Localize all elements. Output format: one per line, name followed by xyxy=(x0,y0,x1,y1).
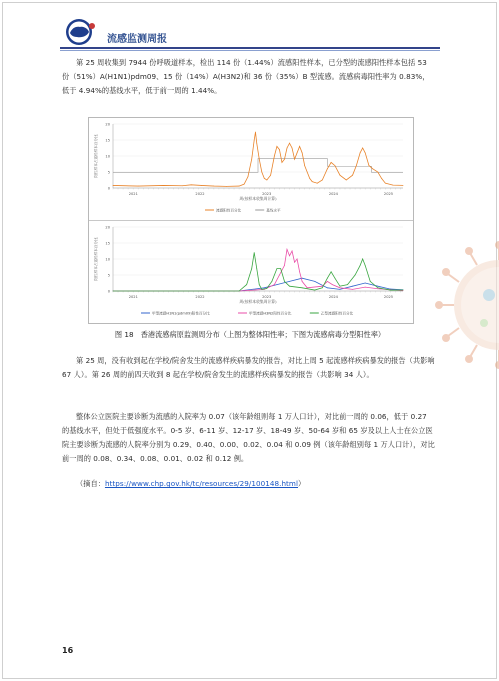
data-point xyxy=(327,287,328,288)
data-point xyxy=(297,259,298,260)
data-point xyxy=(372,168,373,169)
data-point xyxy=(266,180,267,181)
x-year-label: 2023 xyxy=(262,295,272,299)
x-year-label: 2022 xyxy=(195,295,205,299)
logo-icon xyxy=(62,17,102,47)
y-tick-label: 20 xyxy=(105,122,110,127)
series-line xyxy=(113,253,403,291)
data-point xyxy=(355,275,356,276)
data-point xyxy=(347,284,348,285)
legend-label: 流感阳性百分比 xyxy=(216,208,242,213)
source-suffix: ） xyxy=(298,479,306,488)
data-point xyxy=(239,291,240,292)
data-point xyxy=(282,162,283,163)
data-point xyxy=(246,284,247,285)
data-point xyxy=(327,281,328,282)
data-point xyxy=(370,281,371,282)
data-point xyxy=(385,183,386,184)
x-year-label: 2022 xyxy=(195,192,205,196)
data-point xyxy=(362,148,363,149)
data-point xyxy=(360,152,361,153)
x-year-label: 2024 xyxy=(328,295,338,299)
data-point xyxy=(280,268,281,269)
data-point xyxy=(248,176,249,177)
data-point xyxy=(259,159,260,160)
data-point xyxy=(322,180,323,181)
x-year-label: 2023 xyxy=(262,192,272,196)
y-tick-label: 20 xyxy=(105,225,110,230)
y-axis-label: 阳性样本占送检样本百分比 xyxy=(94,134,98,178)
y-tick-label: 0 xyxy=(107,289,110,294)
data-point xyxy=(327,168,328,169)
paragraph-admissions: 整体公立医院主要诊断为流感的入院率为 0.07（该年龄组则每 1 万人口计），对比前一周的 0.06，低于 0.27 的基线水平，但处于低强度水平。0-5 岁、6-11 岁、12-17 岁、18-49 岁、50-64 岁和 65 岁及以上人士在公立医院主要诊断为流感的人院率分别为 0.29、0.40、0.00、0.02、0.04 和 0.09 例（该年龄组别每 1 万人口计），对比前一周的 0.08、0.34、0.08、0.01、0.02 和 0.12 例。 xyxy=(62,412,435,463)
data-point xyxy=(331,162,332,163)
data-point xyxy=(270,175,271,176)
chart-overall-positive-rate xyxy=(89,118,413,220)
data-point xyxy=(307,287,308,288)
data-point xyxy=(251,159,252,160)
data-point xyxy=(251,289,252,290)
data-point xyxy=(294,262,295,263)
y-tick-label: 15 xyxy=(105,138,110,143)
page-number: 16 xyxy=(62,646,74,655)
data-point xyxy=(287,148,288,149)
report-title: 流感监测周报 xyxy=(107,34,167,45)
data-point xyxy=(113,185,114,186)
data-point xyxy=(377,287,378,288)
data-point xyxy=(289,143,290,144)
data-point xyxy=(302,152,303,153)
data-point xyxy=(299,271,300,272)
data-point xyxy=(251,268,252,269)
y-tick-label: 5 xyxy=(107,170,110,175)
data-point xyxy=(213,186,214,187)
data-point xyxy=(381,178,382,179)
y-axis-label: 阳性样本占送检样本百分比 xyxy=(94,237,98,281)
data-point xyxy=(289,281,290,282)
data-point xyxy=(377,172,378,173)
virus-illustration-icon xyxy=(419,225,499,385)
legend-label: 乙型流感阳性百分比 xyxy=(320,311,354,316)
data-point xyxy=(292,251,293,252)
data-point xyxy=(284,159,285,160)
data-point xyxy=(304,165,305,166)
x-year-label: 2025 xyxy=(383,192,394,196)
legend-label: 甲型流感H3N2阳性百分比 xyxy=(249,311,292,316)
data-point xyxy=(352,175,353,176)
figure-chart-box xyxy=(88,117,414,324)
data-point xyxy=(256,143,257,144)
data-point xyxy=(377,286,378,287)
x-year-label: 2021 xyxy=(128,192,138,196)
data-point xyxy=(256,268,257,269)
data-point xyxy=(365,283,366,284)
y-tick-label: 5 xyxy=(107,273,110,278)
data-point xyxy=(163,185,164,186)
header-divider xyxy=(60,47,440,49)
y-tick-label: 0 xyxy=(107,186,110,191)
data-point xyxy=(261,172,262,173)
data-point xyxy=(346,180,347,181)
data-point xyxy=(340,286,341,287)
data-point xyxy=(138,186,139,187)
paragraph-outbreaks: 第 25 周，没有收到起在学校/院舍发生的流感样疾病暴发的报告，对比上周 5 起流感样疾病暴发的报告（共影响 67 人）。第 26 周的前四天收到 8 起在学校/院舍发生的流感样疾病暴发的报告（共影响 34 人）。 xyxy=(62,356,435,379)
data-point xyxy=(403,185,404,186)
data-point xyxy=(274,156,275,157)
data-point xyxy=(302,287,303,288)
data-point xyxy=(340,289,341,290)
data-point xyxy=(279,149,280,150)
data-point xyxy=(365,265,366,266)
paragraph-samples: 第 25 周收集到 7944 份呼吸道样本，检出 114 份（1.44%）流感阳性样本，已分型的流感阳性样本包括 53 份（51%）A(H1N1)pdm09、15 份（14%）A(H3N2)和 36 份（35%）B 型流感。流感病毒阳性率为 0.83%，低于 4.94%的基线水平，低于前一周的 1.44%。 xyxy=(62,58,430,95)
data-point xyxy=(365,287,366,288)
data-point xyxy=(266,288,267,289)
data-point xyxy=(332,284,333,285)
data-point xyxy=(352,289,353,290)
x-year-label: 2025 xyxy=(383,295,394,299)
source-prefix: （摘自： xyxy=(76,479,105,488)
data-point xyxy=(277,268,278,269)
x-axis-label: 周(按样本收集周计算) xyxy=(239,299,277,304)
data-point xyxy=(279,275,280,276)
series-line xyxy=(113,278,403,291)
data-point xyxy=(302,278,303,279)
data-point xyxy=(322,287,323,288)
data-point xyxy=(255,132,256,133)
data-point xyxy=(271,281,272,282)
data-point xyxy=(317,183,318,184)
data-point xyxy=(335,165,336,166)
x-year-label: 2021 xyxy=(128,295,138,299)
data-point xyxy=(264,178,265,179)
data-point xyxy=(307,172,308,173)
y-tick-label: 10 xyxy=(105,257,110,262)
data-point xyxy=(314,290,315,291)
data-point xyxy=(377,288,378,289)
data-point xyxy=(261,289,262,290)
data-point xyxy=(182,185,183,186)
data-point xyxy=(292,148,293,149)
data-point xyxy=(226,186,227,187)
data-point xyxy=(191,184,192,185)
data-point xyxy=(390,290,391,291)
data-point xyxy=(309,178,310,179)
data-point xyxy=(393,185,394,186)
x-year-label: 2024 xyxy=(328,192,338,196)
data-point xyxy=(312,181,313,182)
data-point xyxy=(284,281,285,282)
data-point xyxy=(289,255,290,256)
data-point xyxy=(113,291,114,292)
data-point xyxy=(314,281,315,282)
chart-subtype-positive-rate xyxy=(89,221,413,323)
data-point xyxy=(327,278,328,279)
data-point xyxy=(274,284,275,285)
data-point xyxy=(264,287,265,288)
x-axis-label: 周(按样本收集周计算) xyxy=(239,196,277,201)
header-divider-thin xyxy=(60,50,440,51)
data-point xyxy=(403,290,404,291)
legend-label: 基线水平 xyxy=(266,208,281,213)
source-link[interactable]: https://www.chp.gov.hk/tc/resources/29/100148.html xyxy=(104,479,299,488)
figure-caption: 图 18 香港流感病原监测周分布（上图为整体阳性率；下图为流感病毒分型阳性率） xyxy=(114,330,386,339)
legend-label: 甲型流感H1N1(pdm09)阳性百分比 xyxy=(152,311,210,316)
data-point xyxy=(289,286,290,287)
data-point xyxy=(362,259,363,260)
data-point xyxy=(356,165,357,166)
data-point xyxy=(340,175,341,176)
data-point xyxy=(284,265,285,266)
data-point xyxy=(294,159,295,160)
data-point xyxy=(259,284,260,285)
baseline-line xyxy=(113,159,403,173)
data-point xyxy=(277,284,278,285)
data-point xyxy=(360,265,361,266)
data-point xyxy=(277,146,278,147)
y-tick-label: 10 xyxy=(105,154,110,159)
data-point xyxy=(352,286,353,287)
data-point xyxy=(340,287,341,288)
paragraph-source xyxy=(62,477,450,491)
data-point xyxy=(254,140,255,141)
data-point xyxy=(239,186,240,187)
data-point xyxy=(254,252,255,253)
data-point xyxy=(287,249,288,250)
data-point xyxy=(299,146,300,147)
data-point xyxy=(331,271,332,272)
data-point xyxy=(297,152,298,153)
data-point xyxy=(244,184,245,185)
y-tick-label: 15 xyxy=(105,241,110,246)
data-point xyxy=(201,185,202,186)
data-point xyxy=(365,152,366,153)
data-point xyxy=(335,278,336,279)
data-point xyxy=(369,165,370,166)
data-point xyxy=(302,281,303,282)
